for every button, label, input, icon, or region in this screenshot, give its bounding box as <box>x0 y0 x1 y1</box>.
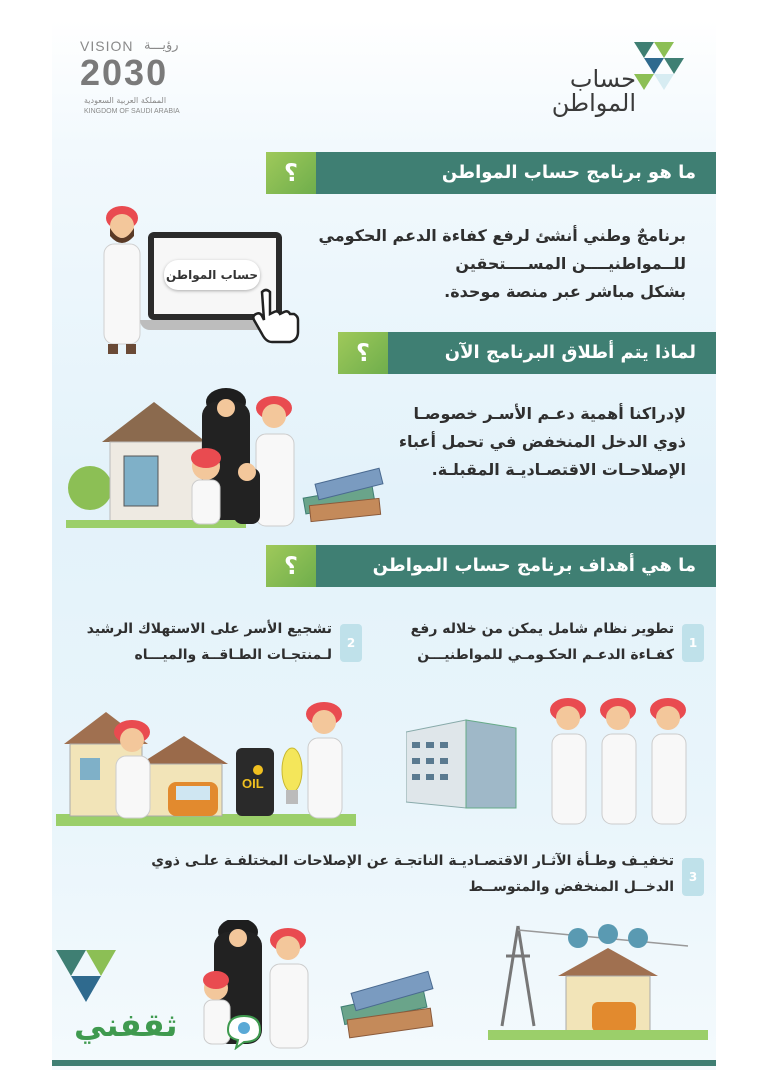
citizen-account-logo <box>542 38 692 118</box>
what-line-2: للــمواطنيــــن المســــتحقين <box>455 254 686 273</box>
goal-text-1 <box>388 616 674 668</box>
goal-item-2 <box>66 616 362 676</box>
question-tab <box>338 332 388 374</box>
lightbulb-icon <box>224 1010 264 1050</box>
vision-2030-logo <box>80 38 200 118</box>
section-why-banner <box>338 332 716 374</box>
vision-label: VISION <box>80 38 134 54</box>
pointer-hand-icon <box>248 288 300 344</box>
section-what-text <box>306 222 686 306</box>
goal-3-line-1: تخفيـف وطـأة الآثـار الاقتصـاديـة الناتجـة عن الإصلاحات المختلفـة علـى ذوي <box>151 853 674 869</box>
site-logo-text: ثقفني <box>74 1006 178 1044</box>
why-line-2: ذوي الدخل المنخفض في تحمل أعباء <box>398 432 686 451</box>
goal-2-line-2: لـمنتجـات الطـاقــة والميـــاه <box>134 647 332 663</box>
goal-number-1: 1 <box>682 624 704 662</box>
section-goals-banner <box>266 545 716 587</box>
goal-1-line-2: كفـاءة الدعـم الحكـومـي للمواطنيـــن <box>417 647 674 663</box>
vision-arabic: رؤيـــة <box>144 38 179 53</box>
goal-item-3 <box>92 848 704 908</box>
building-citizens-illustration <box>406 684 706 834</box>
logo-mark-icon <box>630 38 686 94</box>
goal-2-line-1: تشجيع الأسر على الاستهلاك الرشيد <box>86 621 332 637</box>
section-goals-title: ما هي أهداف برنامج حساب المواطن <box>372 555 696 576</box>
bottom-bar <box>52 1060 716 1066</box>
citizen-account-chip: حساب المواطن <box>164 260 260 290</box>
infographic-page <box>52 20 716 1070</box>
thaqafni-logo <box>74 1006 294 1056</box>
goal-number-3: 3 <box>682 858 704 896</box>
what-line-1: برنامجٌ وطني أنشئ لرفع كفاءة الدعم الحكومي <box>318 226 686 245</box>
section-why-title: لماذا يتم أطلاق البرنامج الآن <box>444 342 696 363</box>
question-mark-icon: ؟ <box>284 159 298 187</box>
corner-triangles-icon <box>56 950 126 1010</box>
goal-1-line-1: تطوير نظام شامل يمكن من خلاله رفع <box>410 621 674 637</box>
why-line-1: لإدراكنا أهمية دعـم الأسـر خصوصـا <box>413 404 686 423</box>
why-line-3: الإصلاحـات الاقتصـاديـة المقبلـة. <box>431 460 686 479</box>
vision-year: 2030 <box>80 52 169 93</box>
section-what-title: ما هو برنامج حساب المواطن <box>441 162 696 183</box>
brand-line-2: المواطن <box>551 89 636 117</box>
section-what-banner <box>266 152 716 194</box>
goal-text-2 <box>64 616 332 668</box>
goal-text-3 <box>94 848 674 900</box>
question-tab <box>266 152 316 194</box>
what-line-3: بشكل مباشر عبر منصة موحدة. <box>444 282 686 301</box>
goal-3-line-2: الدخــل المنخفض والمتوســط <box>468 879 674 895</box>
goal-item-1 <box>392 616 704 676</box>
goal-number-2: 2 <box>340 624 362 662</box>
kingdom-arabic: المملكة العربية السعودية <box>84 96 167 105</box>
energy-household-illustration <box>56 684 356 834</box>
utilities-house-illustration <box>488 916 708 1046</box>
kingdom-english: KINGDOM OF SAUDI ARABIA <box>84 108 180 115</box>
question-mark-icon: ؟ <box>356 339 370 367</box>
question-mark-icon: ؟ <box>284 552 298 580</box>
family-house-illustration <box>66 372 396 532</box>
question-tab <box>266 545 316 587</box>
brand-line-1: حساب <box>569 65 636 93</box>
section-why-text <box>366 400 686 484</box>
oil-barrel-label: OIL <box>242 776 264 791</box>
